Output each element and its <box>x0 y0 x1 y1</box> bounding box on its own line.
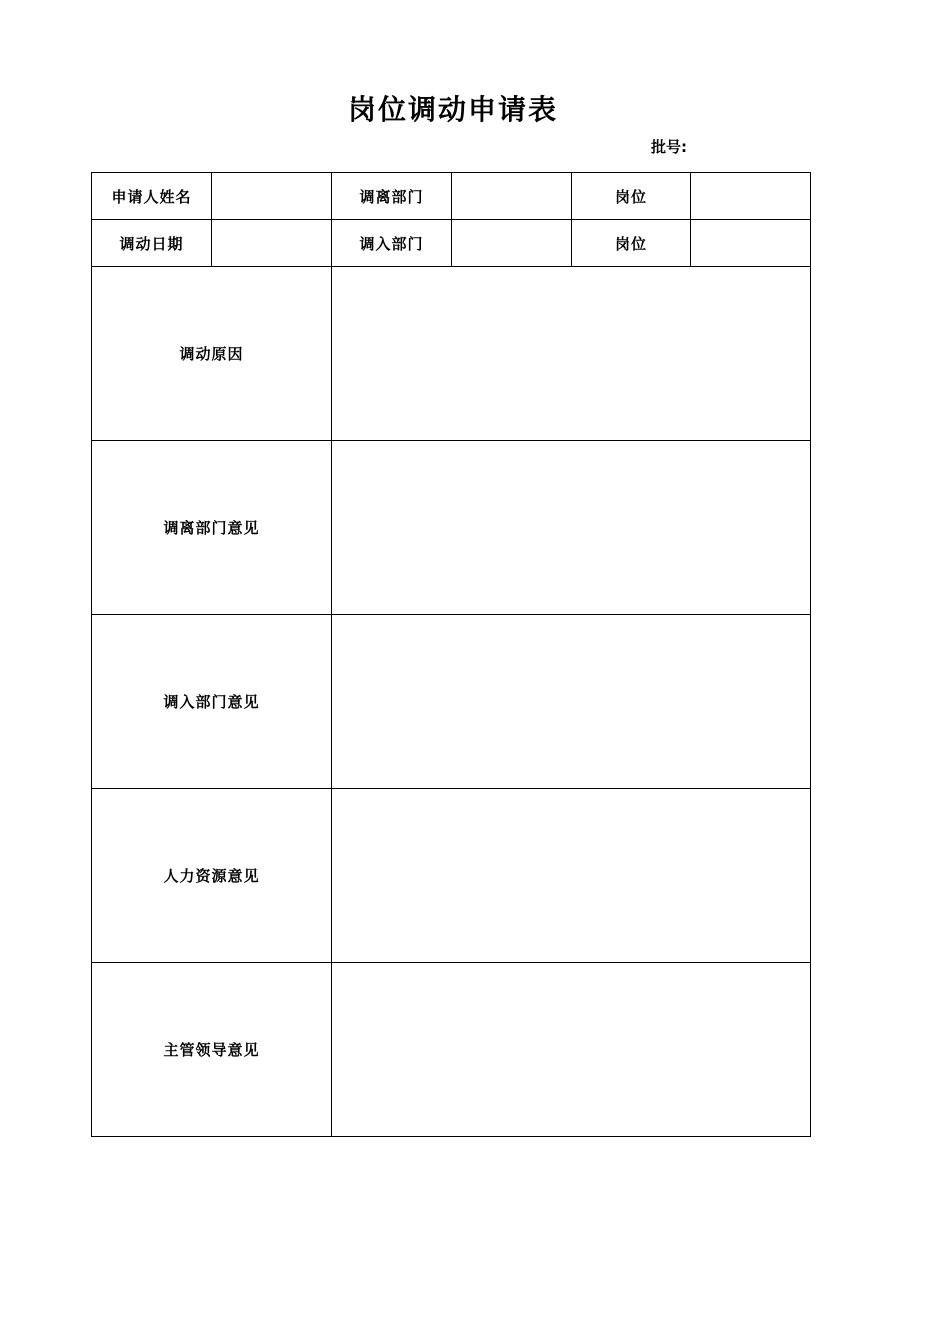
leader-opinion-field[interactable] <box>332 963 811 1137</box>
applicant-name-field[interactable] <box>212 173 332 220</box>
applicant-name-label: 申请人姓名 <box>92 173 212 220</box>
transfer-out-dept-field[interactable] <box>452 173 572 220</box>
form-row-out-dept-opinion <box>92 441 811 615</box>
in-dept-opinion-label: 调入部门意见 <box>92 615 332 789</box>
current-position-field[interactable] <box>691 173 811 220</box>
form-row-reason <box>92 267 811 441</box>
transfer-reason-field[interactable] <box>332 267 811 441</box>
transfer-in-dept-label: 调入部门 <box>332 220 452 267</box>
transfer-application-form <box>91 172 811 1137</box>
form-row-leader-opinion <box>92 963 811 1137</box>
new-position-label: 岗位 <box>572 220 691 267</box>
form-title: 岗位调动申请表 <box>347 93 558 126</box>
current-position-label: 岗位 <box>572 173 691 220</box>
transfer-in-dept-field[interactable] <box>452 220 572 267</box>
in-dept-opinion-field[interactable] <box>332 615 811 789</box>
transfer-out-dept-label: 调离部门 <box>332 173 452 220</box>
transfer-date-field[interactable] <box>212 220 332 267</box>
leader-opinion-label: 主管领导意见 <box>92 963 332 1137</box>
transfer-date-label: 调动日期 <box>92 220 212 267</box>
form-row-transfer <box>92 220 811 267</box>
new-position-field[interactable] <box>691 220 811 267</box>
hr-opinion-field[interactable] <box>332 789 811 963</box>
transfer-reason-label: 调动原因 <box>92 267 332 441</box>
out-dept-opinion-label: 调离部门意见 <box>92 441 332 615</box>
form-row-applicant <box>92 173 811 220</box>
out-dept-opinion-field[interactable] <box>332 441 811 615</box>
hr-opinion-label: 人力资源意见 <box>92 789 332 963</box>
form-row-in-dept-opinion <box>92 615 811 789</box>
approval-number-label: 批号: <box>651 138 687 156</box>
form-row-hr-opinion <box>92 789 811 963</box>
